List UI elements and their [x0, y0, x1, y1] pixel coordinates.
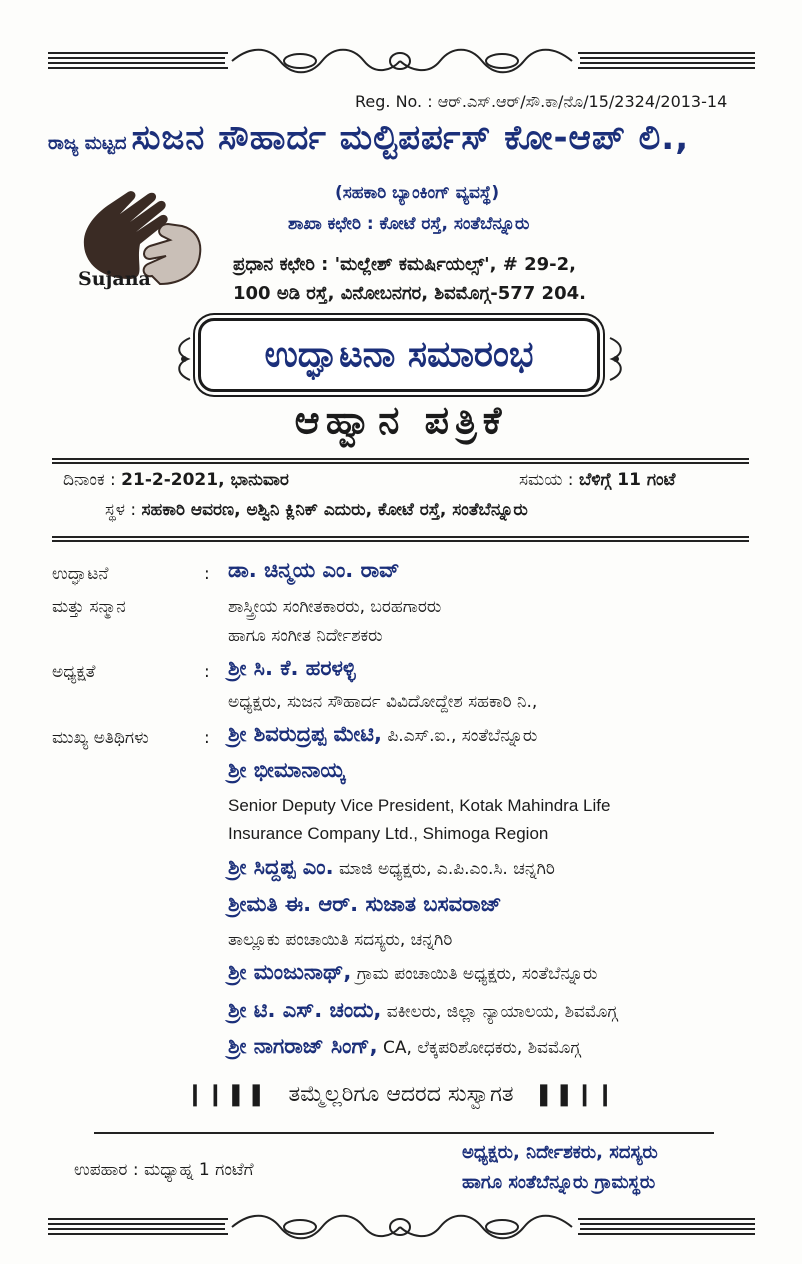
head-office-line2: 100 ಅಡಿ ರಸ್ತೆ, ವಿನೋಬನಗರ, ಶಿವಮೊಗ್ಗ-577 204.	[233, 283, 586, 304]
time-label: ಸಮಯ	[519, 470, 563, 490]
guest-2-desc1: Senior Deputy Vice President, Kotak Mahindra Life	[228, 796, 611, 815]
hosts-line2: ಹಾಗೂ ಸಂತೆಬೆನ್ನೂರು ಗ್ರಾಮಸ್ಥರು	[462, 1172, 656, 1193]
lunch-note: ಉಪಹಾರ : ಮಧ್ಯಾಹ್ನ 1 ಗಂಟೆಗೆ	[74, 1160, 254, 1180]
event-date: ದಿನಾಂಕ : 21-2-2021, ಭಾನುವಾರ	[63, 470, 289, 490]
hosts-line1: ಅಧ್ಯಕ್ಷರು, ನಿರ್ದೇಶಕರು, ಸದಸ್ಯರು	[462, 1142, 658, 1163]
guest-7: ಶ್ರೀ ನಾಗರಾಜ್ ಸಿಂಗ್, CA, ಲೆಕ್ಕಪರಿಶೋಧಕರು, ಶಿವಮೊಗ್ಗ	[228, 1034, 581, 1058]
divider	[52, 462, 749, 464]
welcome-text: ತಮ್ಮೆಲ್ಲರಿಗೂ ಆದರದ ಸುಸ್ವಾಗತ	[288, 1082, 514, 1107]
place-value: ಸಹಕಾರಿ ಆವರಣ, ಅಶ್ವಿನಿ ಕ್ಲಿನಿಕ್ ಎದುರು, ಕೋಟೆ ರಸ್ತೆ, ಸಂತೆಬೆನ್ನೂರು	[141, 500, 528, 520]
felicitation-label: ಮತ್ತು ಸನ್ಮಾನ	[52, 597, 126, 617]
colon: :	[204, 564, 210, 584]
colon: :	[204, 662, 210, 682]
invitation-heading: ಆಹ್ವಾನ ಪತ್ರಿಕೆ	[294, 398, 508, 442]
inauguration-label: ಉದ್ಘಾಟನೆ	[52, 564, 109, 584]
subtitle-banking: (ಸಹಕಾರಿ ಬ್ಯಾಂಕಿಂಗ್ ವ್ಯವಸ್ಥೆ)	[335, 183, 500, 203]
ceremony-banner	[198, 318, 600, 392]
branch-office: ಶಾಖಾ ಕಛೇರಿ : ಕೋಟೆ ರಸ್ತೆ, ಸಂತೆಬೆನ್ನೂರು	[288, 214, 530, 234]
left-flourish-icon	[170, 334, 196, 384]
date-value: 21-2-2021, ಭಾನುವಾರ	[121, 470, 289, 490]
organization-title	[48, 118, 768, 158]
chair-label: ಅಧ್ಯಕ್ಷತೆ	[52, 662, 96, 682]
guest-3: ಶ್ರೀ ಸಿದ್ದಪ್ಪ ಎಂ. ಮಾಜಿ ಅಧ್ಯಕ್ಷರು, ಎ.ಪಿ.ಎಂ.ಸಿ. ಚನ್ನಗಿರಿ	[228, 855, 555, 879]
welcome-line	[0, 1082, 802, 1107]
guest-4-desc: ತಾಲ್ಲೂಕು ಪಂಚಾಯಿತಿ ಸದಸ್ಯರು, ಚನ್ನಗಿರಿ	[228, 930, 453, 950]
colon: :	[204, 728, 210, 748]
left-bars-icon: ❙❙❚❚	[185, 1082, 268, 1107]
banner-title: ಉದ್ಘಾಟನಾ ಸಮಾರಂಭ	[264, 334, 534, 375]
head-office-line1: ಪ್ರಧಾನ ಕಛೇರಿ : 'ಮಲ್ಲೇಶ್ ಕಮರ್ಷಿಯಲ್ಸ್', # 29-2,	[233, 254, 577, 275]
guest-2-name: ಶ್ರೀ ಭೀಮಾನಾಯ್ಕ	[228, 758, 345, 782]
time-value: ಬೆಳಿಗ್ಗೆ 11 ಗಂಟೆ	[578, 470, 676, 490]
divider	[52, 536, 749, 538]
guest-5: ಶ್ರೀ ಮಂಜುನಾಥ್, ಗ್ರಾಮ ಪಂಚಾಯಿತಿ ಅಧ್ಯಕ್ಷರು, ಸಂತೆಬೆನ್ನೂರು	[228, 960, 598, 984]
inaugurator-desc2: ಹಾಗೂ ಸಂಗೀತ ನಿರ್ದೇಶಕರು	[228, 626, 383, 646]
guest-6: ಶ್ರೀ ಟಿ. ಎಸ್. ಚಂದು, ವಕೀಲರು, ಜಿಲ್ಲಾ ನ್ಯಾಯಾಲಯ, ಶಿವಮೊಗ್ಗ	[228, 998, 618, 1022]
guest-2-desc2: Insurance Company Ltd., Shimoga Region	[228, 824, 549, 843]
bottom-ornament-border	[0, 1206, 802, 1246]
right-flourish-icon	[604, 334, 630, 384]
chair-desc: ಅಧ್ಯಕ್ಷರು, ಸುಜನ ಸೌಹಾರ್ದ ವಿವಿದೋದ್ದೇಶ ಸಹಕಾರಿ ನಿ.,	[228, 692, 538, 712]
inaugurator-name: ಡಾ. ಚಿನ್ಮಯ ಎಂ. ರಾವ್	[228, 558, 400, 582]
divider	[52, 540, 749, 542]
divider	[94, 1132, 714, 1134]
event-time: ಸಮಯ : ಬೆಳಿಗ್ಗೆ 11 ಗಂಟೆ	[519, 470, 676, 490]
title-main: ಸುಜನ ಸೌಹಾರ್ದ ಮಲ್ಟಿಪರ್ಪಸ್ ಕೋ-ಆಪ್ ಲಿ.,	[131, 118, 690, 158]
registration-number: Reg. No. : ಆರ್.ಎಸ್.ಆರ್/ಸೌ.ಕಾ/ನೊ/15/2324/2013-14	[355, 92, 728, 111]
divider	[52, 458, 749, 460]
right-bars-icon: ❚❚❙❙	[534, 1082, 617, 1107]
title-prefix: ರಾಜ್ಯ ಮಟ್ಟದ	[48, 133, 127, 154]
top-ornament-border	[0, 40, 802, 80]
logo-text: Sujana	[78, 268, 151, 290]
guest-4-name: ಶ್ರೀಮತಿ ಈ. ಆರ್. ಸುಜಾತ ಬಸವರಾಜ್	[228, 892, 502, 916]
guest-1: ಶ್ರೀ ಶಿವರುದ್ರಪ್ಪ ಮೇಟಿ, ಪಿ.ಎಸ್.ಐ., ಸಂತೆಬೆನ್ನೂರು	[228, 722, 538, 746]
chief-guests-label: ಮುಖ್ಯ ಅತಿಥಿಗಳು	[52, 728, 149, 748]
date-label: ದಿನಾಂಕ	[63, 470, 105, 490]
place-label: ಸ್ಥಳ	[105, 500, 125, 520]
chair-name: ಶ್ರೀ ಸಿ. ಕೆ. ಹರಳಳ್ಳಿ	[228, 656, 356, 680]
inaugurator-desc1: ಶಾಸ್ತ್ರೀಯ ಸಂಗೀತಕಾರರು, ಬರಹಗಾರರು	[228, 597, 442, 617]
event-place: ಸ್ಥಳ : ಸಹಕಾರಿ ಆವರಣ, ಅಶ್ವಿನಿ ಕ್ಲಿನಿಕ್ ಎದುರು, ಕೋಟೆ ರಸ್ತೆ, ಸಂತೆಬೆನ್ನೂರು	[105, 500, 528, 520]
